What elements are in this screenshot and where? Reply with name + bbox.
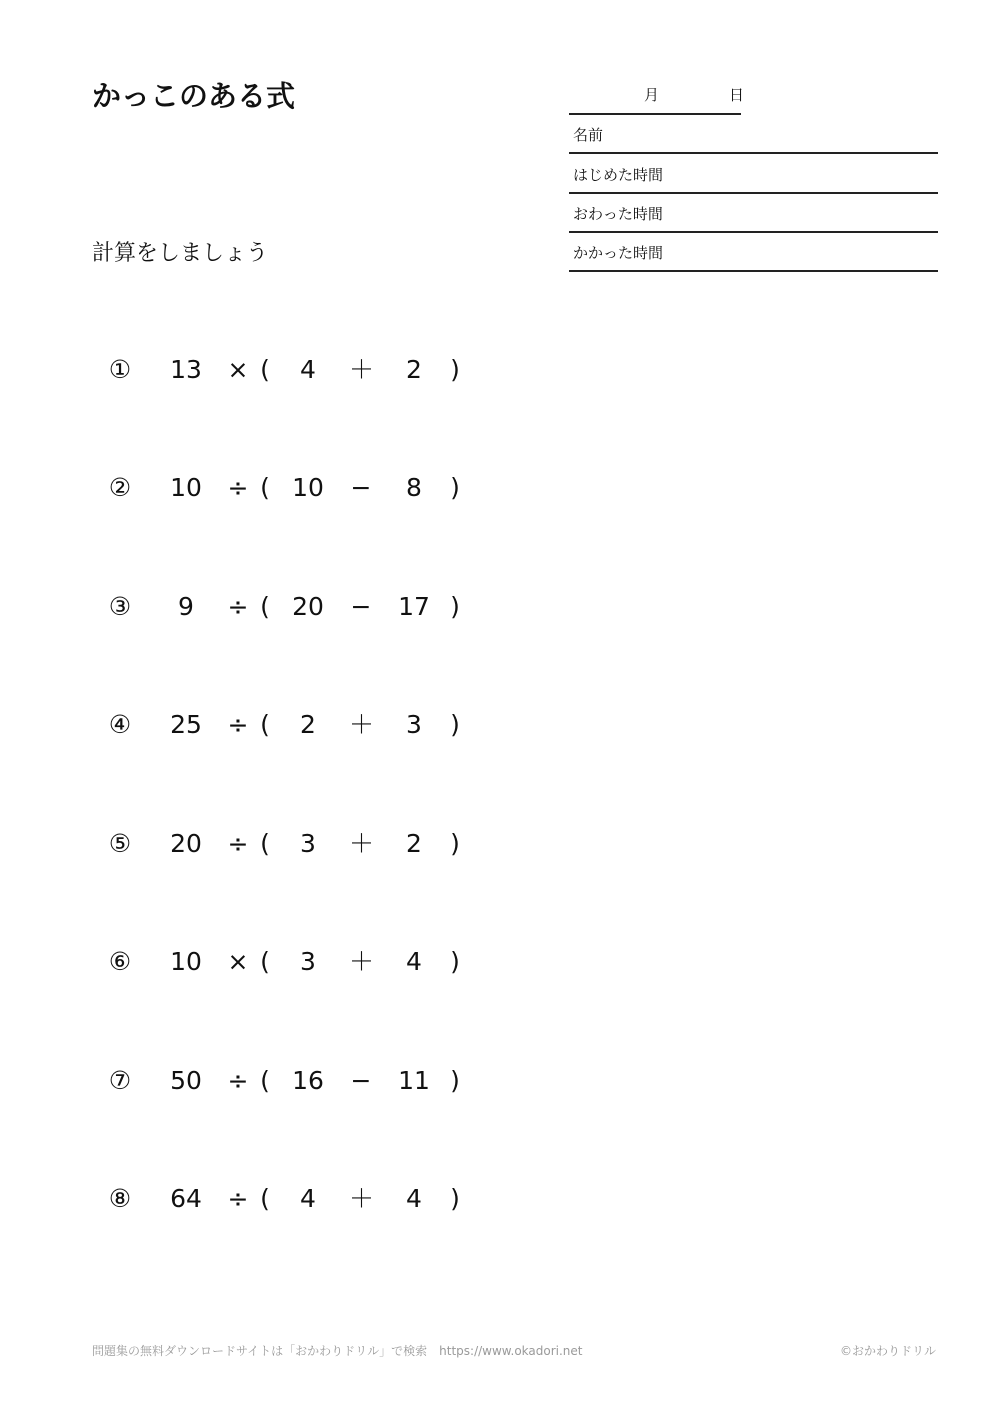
footer-copyright: ©おかわりドリル [839, 1344, 936, 1358]
operator-1: × [227, 355, 249, 384]
problem-number: ⑧ [108, 1184, 132, 1213]
operator-1: × [227, 947, 249, 976]
operator-1: ÷ [227, 1066, 249, 1095]
open-paren: ( [260, 592, 270, 621]
operator-2: ＋ [349, 710, 375, 739]
operand-b: 20 [292, 592, 324, 621]
operand-a: 50 [170, 1066, 202, 1095]
elapsed-time-field [569, 232, 938, 272]
operator-2: ＋ [349, 829, 375, 858]
operator-2: ＋ [349, 1184, 375, 1213]
operand-c: 2 [406, 829, 422, 858]
operand-a: 10 [170, 947, 202, 976]
close-paren: ) [450, 1066, 460, 1095]
end-time-field [569, 193, 938, 233]
start-time-label: はじめた時間 [573, 166, 664, 184]
day-label: 日 [729, 86, 745, 104]
problem-4 [0, 705, 600, 745]
open-paren: ( [260, 829, 270, 858]
date-field [569, 80, 745, 115]
close-paren: ) [450, 829, 460, 858]
problem-3 [0, 587, 600, 627]
operand-c: 8 [406, 473, 422, 502]
month-label: 月 [644, 86, 660, 104]
close-paren: ) [450, 592, 460, 621]
close-paren: ) [450, 710, 460, 739]
open-paren: ( [260, 1066, 270, 1095]
elapsed-time-label: かかった時間 [573, 244, 664, 262]
open-paren: ( [260, 710, 270, 739]
operator-2: ＋ [349, 947, 375, 976]
operand-a: 10 [170, 473, 202, 502]
operand-b: 2 [300, 710, 316, 739]
close-paren: ) [450, 1184, 460, 1213]
operand-b: 4 [300, 1184, 316, 1213]
problem-number: ⑦ [108, 1066, 132, 1095]
operand-a: 25 [170, 710, 202, 739]
operator-1: ÷ [227, 473, 249, 502]
problem-7 [0, 1061, 600, 1101]
problem-number: ② [108, 473, 132, 502]
operand-c: 11 [398, 1066, 430, 1095]
operand-b: 3 [300, 947, 316, 976]
problem-number: ① [108, 355, 132, 384]
operator-1: ÷ [227, 1184, 249, 1213]
close-paren: ) [450, 473, 460, 502]
end-time-label: おわった時間 [573, 205, 663, 223]
problem-8 [0, 1179, 600, 1219]
footer-site-note: 問題集の無料ダウンロードサイトは「おかわりドリル」で検索 https://www.okadori.net [92, 1344, 583, 1358]
operand-b: 3 [300, 829, 316, 858]
name-label: 名前 [573, 126, 604, 144]
operator-2: − [350, 473, 372, 502]
problem-number: ⑥ [108, 947, 132, 976]
operand-c: 17 [398, 592, 430, 621]
operand-c: 4 [406, 947, 422, 976]
open-paren: ( [260, 473, 270, 502]
operand-b: 4 [300, 355, 316, 384]
operand-b: 10 [292, 473, 324, 502]
problem-number: ⑤ [108, 829, 132, 858]
operand-c: 4 [406, 1184, 422, 1213]
problem-1 [0, 350, 600, 390]
problem-number: ④ [108, 710, 132, 739]
problem-number: ③ [108, 592, 132, 621]
operator-1: ÷ [227, 710, 249, 739]
close-paren: ) [450, 947, 460, 976]
operand-c: 2 [406, 355, 422, 384]
operand-a: 9 [178, 592, 194, 621]
open-paren: ( [260, 947, 270, 976]
operand-a: 20 [170, 829, 202, 858]
operator-1: ÷ [227, 592, 249, 621]
operand-c: 3 [406, 710, 422, 739]
start-time-field [569, 154, 938, 194]
problem-2 [0, 468, 600, 508]
problem-6 [0, 942, 600, 982]
close-paren: ) [450, 355, 460, 384]
name-field [569, 114, 938, 154]
operand-b: 16 [292, 1066, 324, 1095]
operator-2: − [350, 1066, 372, 1095]
instruction-text: 計算をしましょう [92, 241, 269, 266]
operator-2: − [350, 592, 372, 621]
operand-a: 13 [170, 355, 202, 384]
operator-2: ＋ [349, 355, 375, 384]
open-paren: ( [260, 1184, 270, 1213]
worksheet-title: かっこのある式 [92, 79, 296, 113]
operand-a: 64 [170, 1184, 202, 1213]
open-paren: ( [260, 355, 270, 384]
operator-1: ÷ [227, 829, 249, 858]
problem-5 [0, 824, 600, 864]
